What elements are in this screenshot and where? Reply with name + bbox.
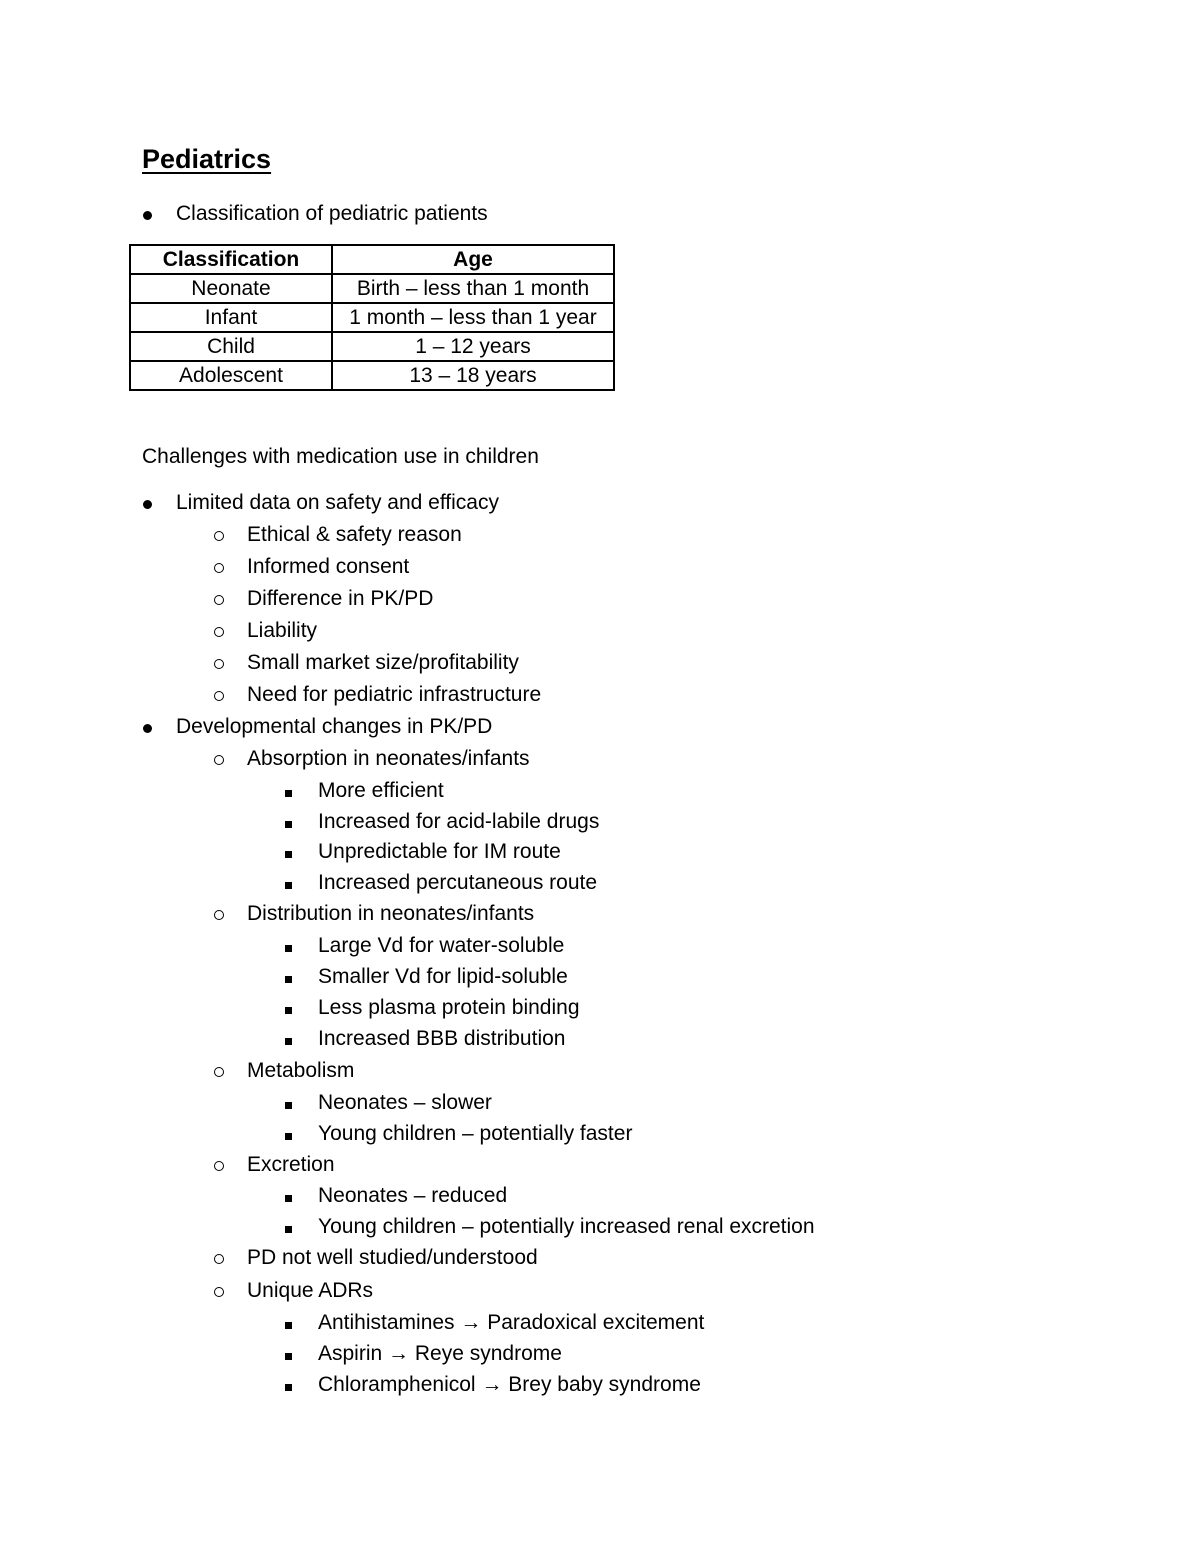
bullet-ring [212, 521, 224, 549]
bullet-ring [212, 649, 224, 677]
adr-effect: Paradoxical excitement [487, 1311, 705, 1334]
list-item: Absorption in neonates/infants [247, 747, 530, 770]
table-row [130, 332, 614, 361]
page-title: Pediatrics [142, 144, 272, 174]
list-item: Unique ADRs [247, 1279, 374, 1302]
adr-effect: Reye syndrome [414, 1342, 562, 1365]
bullet-square [282, 869, 292, 897]
bullet-ring [212, 900, 224, 928]
list-item: Developmental changes in PK/PD [176, 715, 493, 738]
list-item: Difference in PK/PD [247, 587, 434, 610]
table-header-row [130, 245, 614, 274]
bullet-square [282, 1089, 292, 1117]
bullet-square [282, 1182, 292, 1210]
bullet-square [282, 1213, 292, 1241]
bullet-square [282, 1309, 292, 1337]
table-cell: Infant [130, 303, 332, 332]
bullet-ring [212, 745, 224, 773]
list-item: Small market size/profitability [247, 651, 519, 674]
list-item: PD not well studied/understood [247, 1246, 538, 1269]
list-item: Neonates – slower [318, 1091, 492, 1114]
table-row [130, 274, 614, 303]
list-item: More efficient [318, 779, 444, 802]
adr-drug: Antihistamines [318, 1311, 455, 1334]
bullet-square [282, 808, 292, 836]
table-row [130, 303, 614, 332]
bullet-ring [212, 1057, 224, 1085]
arrow-right-icon: → [460, 1311, 482, 1334]
list-item: Increased percutaneous route [318, 871, 598, 894]
bullet-ring [212, 553, 224, 581]
bullet-square [282, 1025, 292, 1053]
table-cell: Neonate [130, 274, 332, 303]
bullet-square [282, 1340, 292, 1368]
table-cell: 13 – 18 years [332, 361, 614, 390]
list-item: Large Vd for water-soluble [318, 934, 565, 957]
table-cell: Adolescent [130, 361, 332, 390]
list-item: Increased BBB distribution [318, 1027, 566, 1050]
bullet-ring [212, 585, 224, 613]
adr-drug: Aspirin [318, 1342, 383, 1365]
bullet-dot [141, 713, 152, 741]
table-cell: Birth – less than 1 month [332, 274, 614, 303]
list-item: Ethical & safety reason [247, 523, 462, 546]
table-cell: Child [130, 332, 332, 361]
bullet-square [282, 1120, 292, 1148]
bullet-ring [212, 1277, 224, 1305]
list-item: Informed consent [247, 555, 410, 578]
adr-drug: Chloramphenicol [318, 1373, 476, 1396]
arrow-right-icon: → [388, 1342, 410, 1365]
adr-item [318, 1309, 704, 1337]
list-item: Young children – potentially increased renal excretion [318, 1215, 815, 1238]
bullet-ring [212, 617, 224, 645]
bullet-square [282, 963, 292, 991]
bullet-ring [212, 1244, 224, 1272]
table-row [130, 361, 614, 390]
challenges-heading: Challenges with medication use in children [142, 445, 539, 468]
list-item: Less plasma protein binding [318, 996, 580, 1019]
adr-effect: Brey baby syndrome [508, 1373, 701, 1396]
list-item: Young children – potentially faster [318, 1122, 633, 1145]
bullet-ring [212, 681, 224, 709]
list-item: Increased for acid-labile drugs [318, 810, 600, 833]
adr-item [318, 1371, 701, 1399]
list-item: Limited data on safety and efficacy [176, 491, 499, 514]
bullet-square [282, 932, 292, 960]
list-item: Unpredictable for IM route [318, 840, 561, 863]
bullet-square [282, 838, 292, 866]
table-cell: 1 month – less than 1 year [332, 303, 614, 332]
bullet-square [282, 1371, 292, 1399]
list-item: Metabolism [247, 1059, 355, 1082]
classification-table [129, 244, 615, 391]
bullet-square [282, 994, 292, 1022]
table-cell: 1 – 12 years [332, 332, 614, 361]
list-item: Smaller Vd for lipid-soluble [318, 965, 568, 988]
intro-bullet-text: Classification of pediatric patients [176, 202, 488, 225]
list-item: Neonates – reduced [318, 1184, 508, 1207]
bullet-dot [141, 489, 152, 517]
arrow-right-icon: → [481, 1373, 503, 1396]
bullet-square [282, 777, 292, 805]
adr-item [318, 1340, 562, 1368]
bullet-ring [212, 1151, 224, 1179]
list-item: Need for pediatric infrastructure [247, 683, 542, 706]
list-item: Excretion [247, 1153, 335, 1176]
list-item: Liability [247, 619, 318, 642]
list-item: Distribution in neonates/infants [247, 902, 535, 925]
bullet-dot [141, 200, 152, 228]
table-header-age: Age [332, 245, 614, 274]
table-header-classification: Classification [130, 245, 332, 274]
